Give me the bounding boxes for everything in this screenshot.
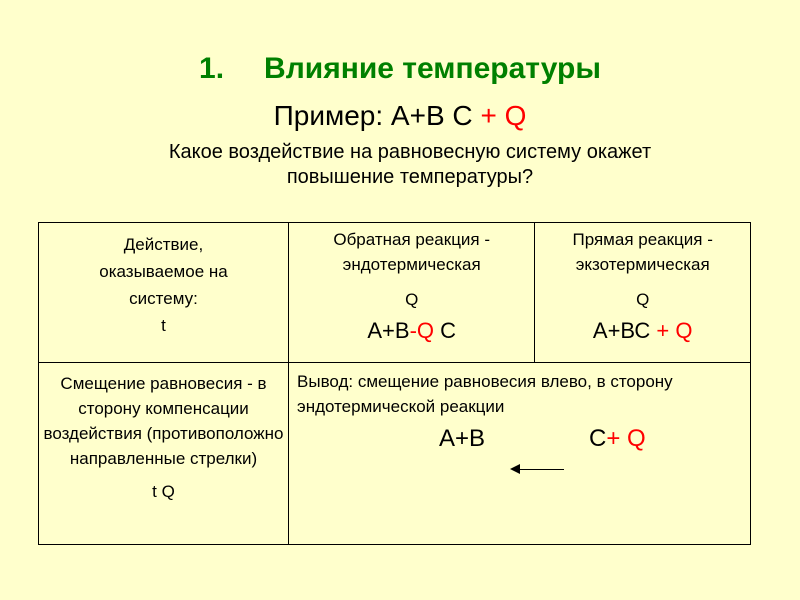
action-line-3: систему: <box>129 289 198 308</box>
reverse-eq-heat: -Q <box>409 318 435 343</box>
reverse-eq-right: С <box>440 318 457 343</box>
forward-eq-heat: + Q <box>656 318 693 343</box>
action-symbol: t <box>161 316 166 335</box>
comparison-table <box>38 222 751 545</box>
example-prefix: Пример: А+В <box>273 100 445 131</box>
table-row <box>39 363 751 545</box>
reverse-equation <box>289 318 534 343</box>
shift-text: Смещение равновесия - в сторону компенсации воздействия (противоположно направленные стрелки) <box>43 374 284 468</box>
title-number: 1. <box>199 52 225 85</box>
reverse-reaction-title: Обратная реакция - эндотермическая <box>333 230 491 274</box>
reverse-symbol: Q <box>405 290 419 309</box>
conclusion-equation <box>289 419 750 489</box>
conclusion-eq-left: А+В <box>439 425 486 452</box>
action-line-2: оказываемое на <box>99 262 228 281</box>
title-text: Влияние температуры <box>264 52 601 85</box>
forward-equation <box>535 318 750 343</box>
shift-symbols: t Q <box>152 482 175 501</box>
conclusion-eq-right: С <box>589 425 607 452</box>
conclusion-cell <box>289 363 751 545</box>
example-equation <box>0 100 800 132</box>
question-text: Какое воздействие на равновесную систему окажет повышение температуры? <box>168 141 652 188</box>
shift-cell <box>39 363 289 545</box>
action-line-1: Действие, <box>123 235 204 254</box>
reverse-eq-left: А+В <box>367 318 410 343</box>
left-arrow-shaft <box>514 469 564 470</box>
slide-title <box>0 52 800 86</box>
forward-eq-right: С <box>634 318 651 343</box>
example-heat: + Q <box>480 100 527 131</box>
reverse-reaction-cell <box>289 223 535 363</box>
forward-symbol: Q <box>636 290 650 309</box>
table-row <box>39 223 751 363</box>
forward-reaction-cell <box>535 223 751 363</box>
example-product: С <box>452 100 473 131</box>
action-cell <box>39 223 289 363</box>
conclusion-text: Вывод: смещение равновесия влево, в сторону эндотермической реакции <box>297 372 673 416</box>
forward-eq-left: А+В <box>592 318 635 343</box>
conclusion-eq-heat: + Q <box>606 425 646 452</box>
conclusion-eq-right-group <box>589 425 646 453</box>
forward-reaction-title: Прямая реакция - экзотермическая <box>572 230 713 274</box>
